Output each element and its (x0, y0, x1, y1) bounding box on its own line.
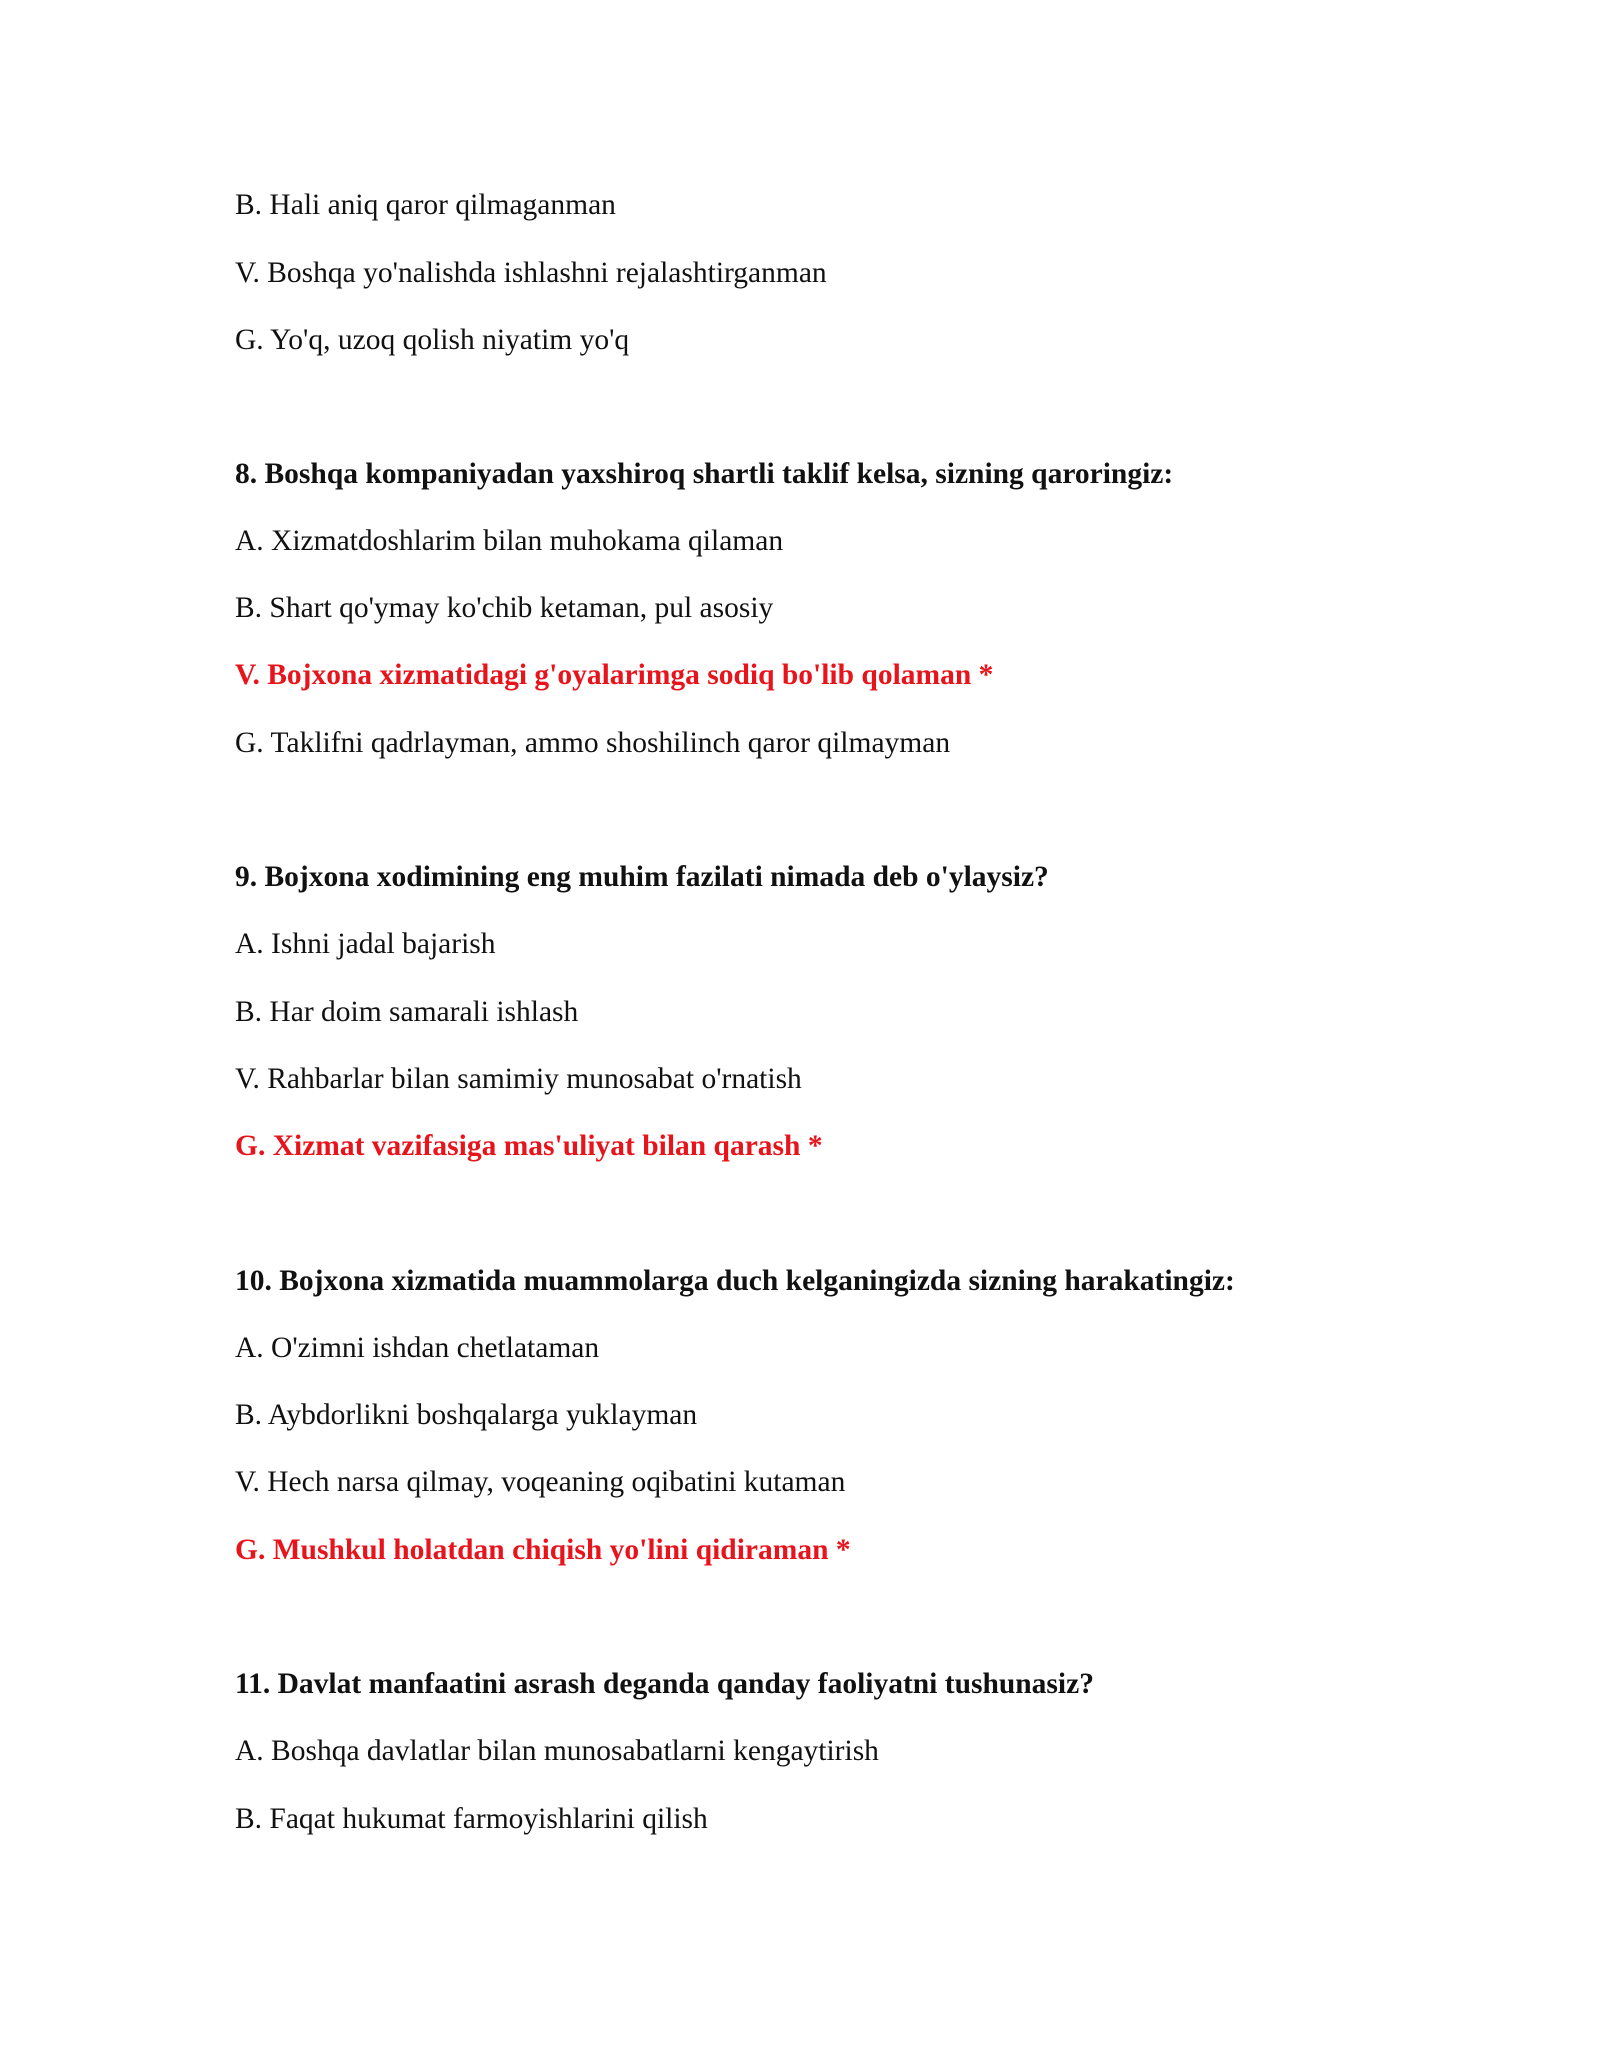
q8-option-b: B. Shart qo'ymay ko'chib ketaman, pul asosiy (235, 592, 774, 624)
q8-option-g: G. Taklifni qadrlayman, ammo shoshilinch qaror qilmayman (235, 727, 951, 759)
option-b-prev: B. Hali aniq qaror qilmaganman (235, 189, 616, 221)
q9-option-a: A. Ishni jadal bajarish (235, 928, 496, 960)
q10-option-v: V. Hech narsa qilmay, voqeaning oqibatini kutaman (235, 1466, 846, 1498)
q8-option-a: A. Xizmatdoshlarim bilan muhokama qilaman (235, 525, 784, 557)
q8-option-v-correct: V. Bojxona xizmatidagi g'oyalarimga sodiq bo'lib qolaman * (235, 659, 994, 691)
question-9: 9. Bojxona xodimining eng muhim fazilati nimada deb o'ylaysiz? (235, 861, 1049, 893)
question-10: 10. Bojxona xizmatida muammolarga duch kelganingizda sizning harakatingiz: (235, 1265, 1235, 1297)
q9-option-v: V. Rahbarlar bilan samimiy munosabat o'rnatish (235, 1063, 802, 1095)
q10-option-b: B. Aybdorlikni boshqalarga yuklayman (235, 1399, 698, 1431)
option-g-prev: G. Yo'q, uzoq qolish niyatim yo'q (235, 324, 630, 356)
q11-option-b: B. Faqat hukumat farmoyishlarini qilish (235, 1803, 708, 1835)
question-8: 8. Boshqa kompaniyadan yaxshiroq shartli taklif kelsa, sizning qaroringiz: (235, 458, 1174, 490)
q9-option-b: B. Har doim samarali ishlash (235, 996, 579, 1028)
q10-option-a: A. O'zimni ishdan chetlataman (235, 1332, 600, 1364)
option-v-prev: V. Boshqa yo'nalishda ishlashni rejalashtirganman (235, 257, 827, 289)
question-11: 11. Davlat manfaatini asrash deganda qanday faoliyatni tushunasiz? (235, 1668, 1094, 1700)
q11-option-a: A. Boshqa davlatlar bilan munosabatlarni kengaytirish (235, 1735, 879, 1767)
q9-option-g-correct: G. Xizmat vazifasiga mas'uliyat bilan qarash * (235, 1130, 823, 1162)
q10-option-g-correct: G. Mushkul holatdan chiqish yo'lini qidiraman * (235, 1534, 851, 1566)
